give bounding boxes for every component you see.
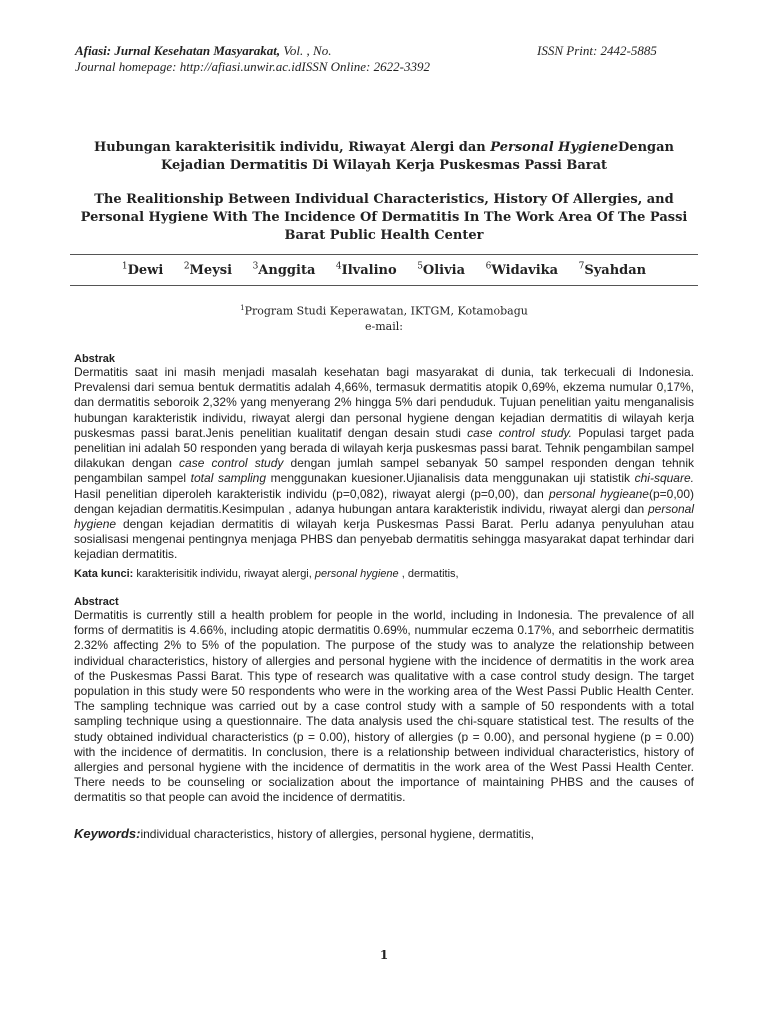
page-number: 1 [379,948,389,962]
journal-volume: Vol. , No. [280,43,332,58]
email: e-mail: [365,319,403,333]
author: $^3$Anggita [252,262,316,279]
issn-print: ISSN Print: 2442-5885 [537,43,657,58]
abstrak-body: Dermatitis saat ini masih menjadi masalah kesehatan bagi masyarakat di dunia, tak terkecuali di Indonesia. Prevalensi dari semua bentuk dermatitis adalah 4,66%, termasuk dermatitis atopik 0,69%, ekzema numular 0,17%, dan dermatitis seboroik 2,32% yang menyerang 2% hingga 5% dari penduduk. Tujuan penelitian yaitu menganalisis hubungan karakteristik individu, riwayat alergi dan personal hygiene dengan kejadian dermatitis di wilayah kerja puskesmas passi barat.Jenis penelitian kualitatif dengan desain studi case control study. Populasi target pada penelitian ini adalah 50 responden yang berada di wilayah kerja puskesmas passi barat. Tehnik pengambilan sampel dilakukan dengan case control study dengan jumlah sampel sebanyak 50 sampel responden dengan tehnik pengambilan sampel total sampling menggunakan kuesioner.Ujianalisis data menggunakan uji statistik chi-square. Hasil penelitian diperoleh karakteristik individu (p=0,082), riwayat alergi (p=0,00), dan personal hygieane(p=0,00) dengan kejadian dermatitis.Kesimpulan , adanya hubungan antara karakteristik individu, riwayat alergi dan personal hygiene dengan kejadian dermatitis di wilayah kerja Puskesmas Passi Barat. Perlu adanya penyuluhan atau sosialisasi mengenai pentingnya menjaga PHBS dan penyebab dermatitis sehingga masyarakat dapat terhindar dari kejadian dermatitis. [74,365,695,562]
kata-kunci-label: Kata kunci: [74,568,134,580]
title-indonesian: Hubungan karakterisitik individu, Riwayat Alergi dan Personal HygieneDengan Kejadian Dermatitis Di Wilayah Kerja Puskesmas Passi Barat [94,140,674,173]
author: $^6$Widavika [485,262,559,279]
journal-header [75,43,331,59]
abstract-heading: Abstract [74,596,119,608]
keywords: Keywords:individual characteristics, history of allergies, personal hygiene, dermatitis, [74,826,534,841]
author: $^2$Meysi [183,262,233,279]
abstract-body: Dermatitis is currently still a health problem for people in the world, including in Indonesia. The prevalence of all forms of dermatitis is 4.66%, including atopic dermatitis 0.69%, nummular eczema 0.17%, and seborrheic dermatitis 2.32% affecting 2% to 5% of the population. The purpose of the study was to analyze the relationship between individual characteristics, history of allergies and personal hygiene with the incidence of dermatitis in the work area of the Puskesmas Passi Barat. This type of research was qualitative with a case control study design. The target population in this study were 50 respondents who were in the working area of the West Passi Public Health Center. The sampling technique was carried out by a case control study with a sample of 50 respondents with a total sampling technique using a questionnaire. The data analysis used the chi-square statistical test. The results of the study obtained individual characteristics (p = 0.00), history of allergies (p = 0.00), and personal hygiene (p = 0.00) with the incidence of dermatitis. In conclusion, there is a relationship between individual characteristics, history of allergies and personal hygiene with the incidence of dermatitis in the work area of the West Passi Health Center. There needs to be counseling or socialization about the importance of maintaining PHBS and the causes of dermatitis so that people can avoid the incidence of dermatitis. [74,608,694,805]
journal-name: Afiasi: Jurnal Kesehatan Masyarakat, [75,43,281,58]
author-list [70,262,698,278]
divider-bottom [70,285,698,286]
author: $^1$Dewi [121,262,164,279]
kata-kunci: Kata kunci: karakterisitik individu, riwayat alergi, personal hygiene , dermatitis, [74,568,459,580]
divider-top [70,254,698,255]
author: $^5$Olivia [417,262,466,279]
author: $^7$Syahdan [578,262,647,279]
abstrak-heading: Abstrak [74,353,115,365]
journal-homepage: Journal homepage: http://afiasi.unwir.ac.idISSN Online: 2622-3392 [75,59,430,74]
keywords-label: Keywords: [74,826,141,841]
affiliation: $^1$Program Studi Keperawatan, IKTGM, Kotamobagu e-mail: [70,301,698,334]
title-english: The Realitionship Between Individual Characteristics, History Of Allergies, and Personal Hygiene With The Incidence Of Dermatitis In The Work Area Of The Passi Barat Public Health Center [80,192,688,243]
author: $^4$Ilvalino [335,262,397,279]
